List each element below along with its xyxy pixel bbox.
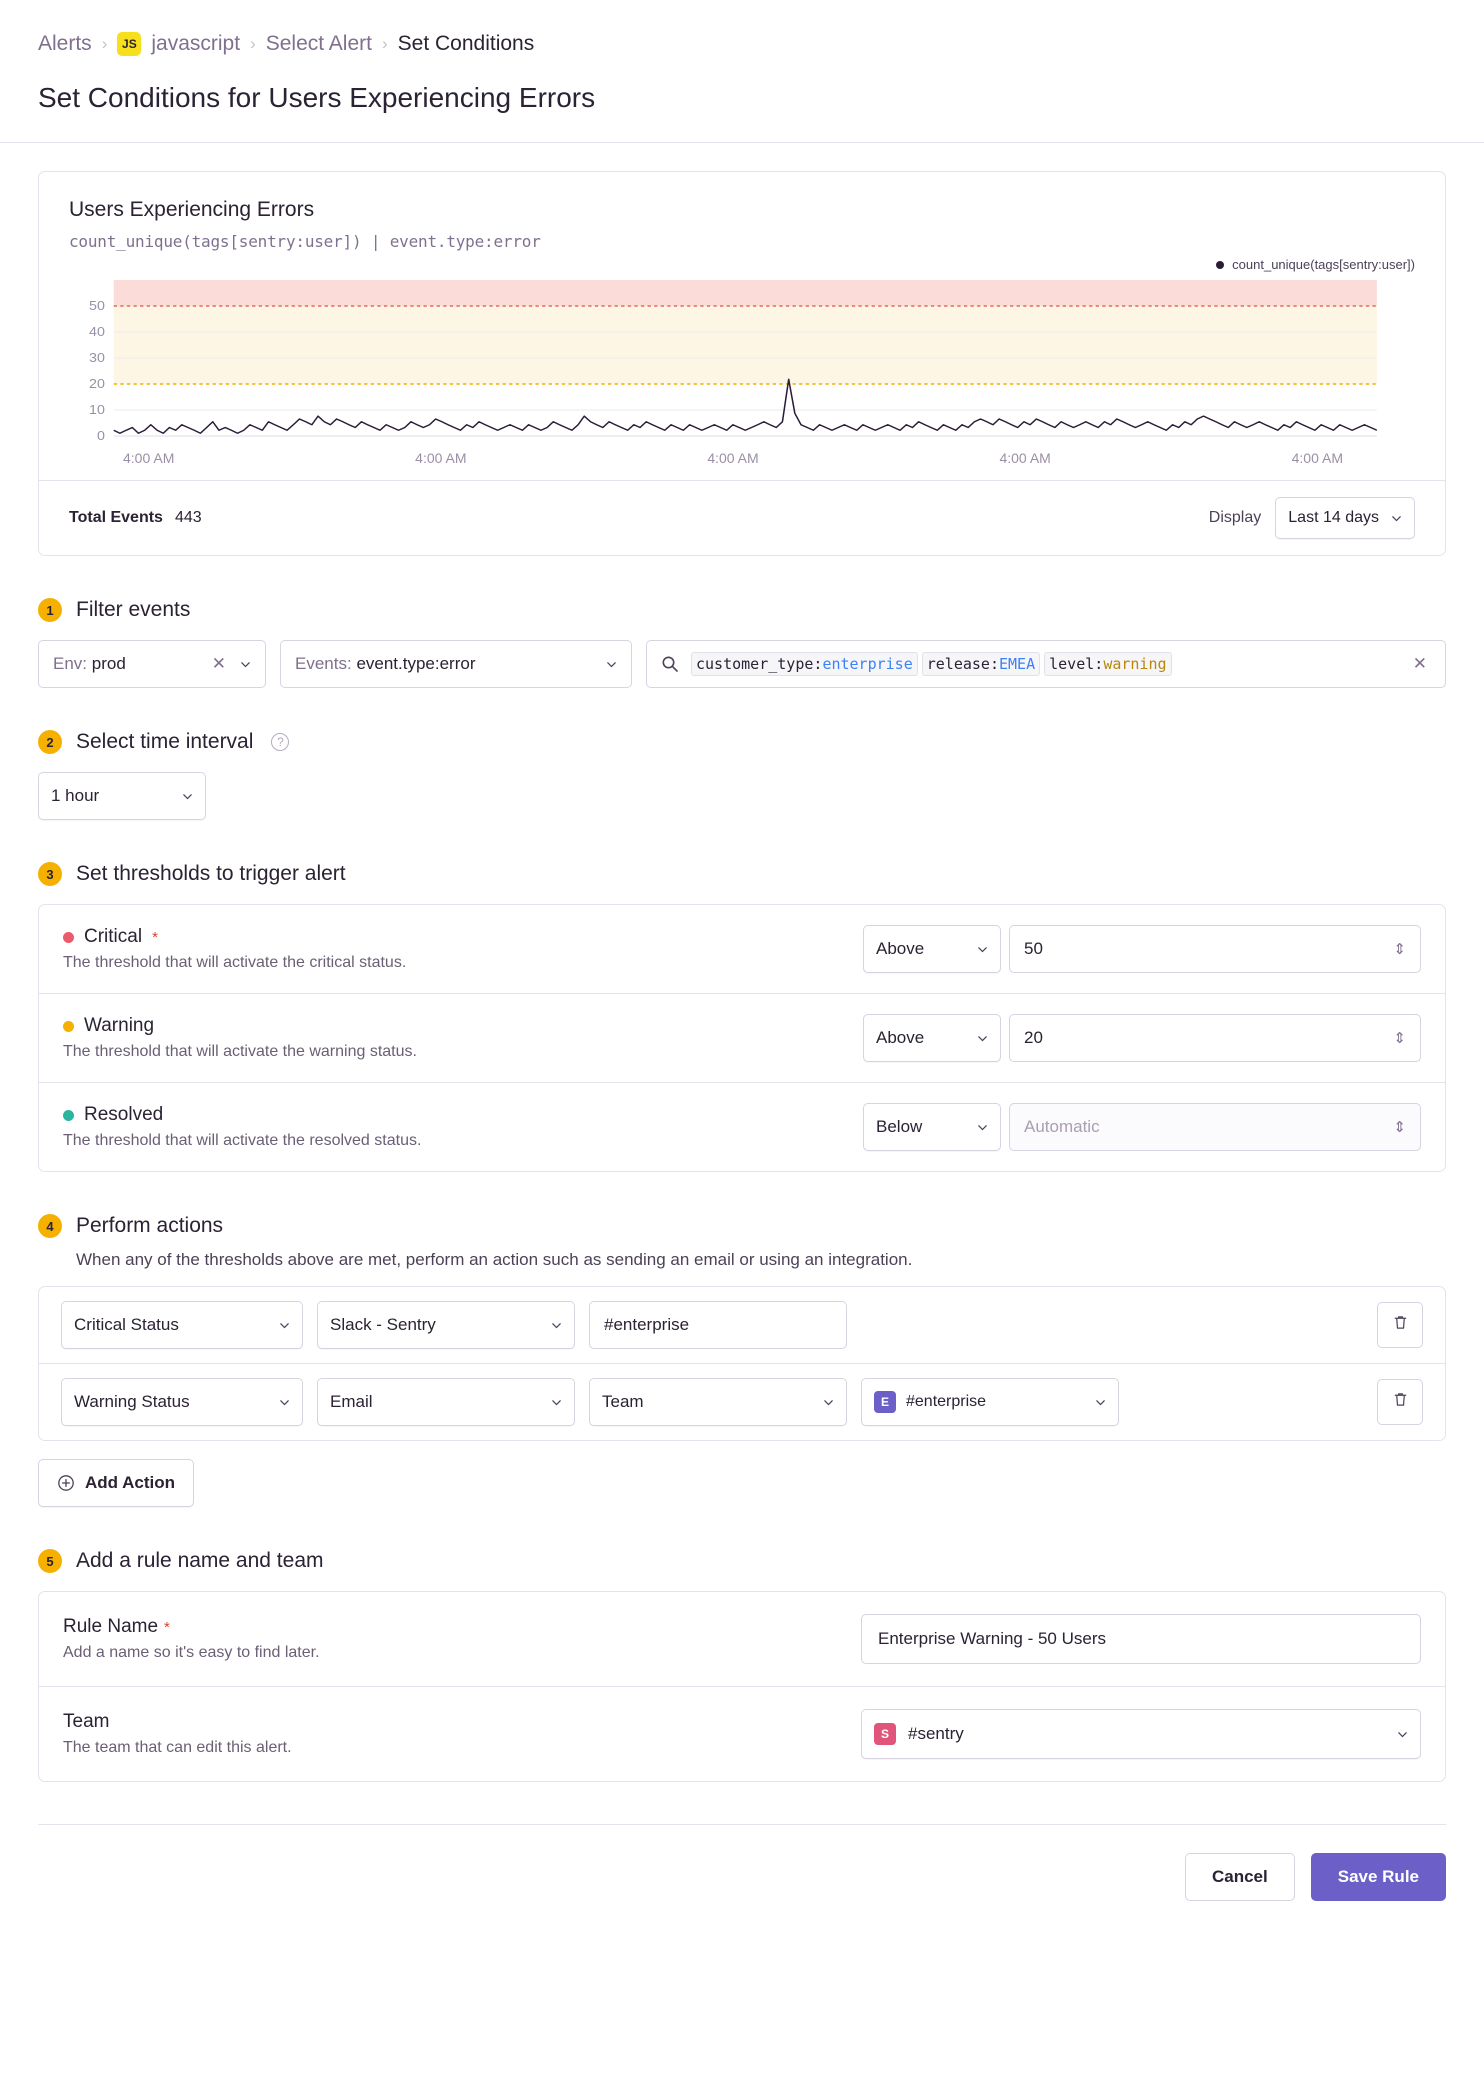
action-channel-input[interactable] xyxy=(589,1301,847,1349)
step-header-4 xyxy=(38,1214,1446,1238)
token-value: EMEA xyxy=(999,655,1036,673)
time-interval-select[interactable] xyxy=(38,772,206,820)
threshold-controls xyxy=(863,1014,1421,1062)
delete-action-button[interactable] xyxy=(1377,1379,1423,1425)
resolved-threshold-placeholder: Automatic xyxy=(1024,1117,1100,1136)
chart-legend xyxy=(39,251,1445,272)
x-tick-3: 4:00 AM xyxy=(999,450,1051,466)
stepper-icon[interactable]: ⇕ xyxy=(1393,1119,1406,1136)
actions-description: When any of the thresholds above are met, perform an action such as sending an email or using an integration. xyxy=(76,1250,913,1269)
action-channel-value: #enterprise xyxy=(604,1315,690,1334)
time-interval-value: 1 hour xyxy=(51,786,100,805)
svg-text:0: 0 xyxy=(96,428,105,443)
breadcrumb-separator-icon-3: › xyxy=(381,34,388,53)
step-title-4: Perform actions xyxy=(76,1214,224,1237)
token-key: customer_type: xyxy=(696,655,823,673)
rule-name-label: Rule Name xyxy=(63,1616,159,1637)
step-title-3: Set thresholds to trigger alert xyxy=(76,862,346,885)
chevron-down-icon[interactable] xyxy=(240,659,251,670)
action-service-value: Email xyxy=(330,1392,373,1411)
search-token[interactable] xyxy=(922,652,1040,676)
form-footer xyxy=(38,1825,1446,1901)
stepper-icon[interactable]: ⇕ xyxy=(1393,1030,1406,1047)
plus-circle-icon xyxy=(57,1474,75,1492)
threshold-name-row xyxy=(63,1015,863,1037)
total-events-label: Total Events xyxy=(69,509,163,526)
breadcrumb-separator-icon: › xyxy=(101,34,108,53)
page-body xyxy=(0,143,1484,1961)
action-status-value: Critical Status xyxy=(74,1315,179,1334)
rule-name-info xyxy=(63,1616,861,1662)
step-number-3: 3 xyxy=(38,862,62,886)
chevron-down-icon xyxy=(551,1320,562,1331)
warning-comparator-select[interactable] xyxy=(863,1014,1001,1062)
step-number-2: 2 xyxy=(38,730,62,754)
critical-status-dot-icon xyxy=(63,932,74,943)
trash-icon xyxy=(1392,1314,1409,1336)
add-action-label: Add Action xyxy=(85,1473,176,1492)
threshold-row-warning xyxy=(39,994,1445,1083)
clear-env-icon[interactable]: ✕ xyxy=(211,654,226,673)
step-number-4: 4 xyxy=(38,1214,62,1238)
section-rule-name xyxy=(38,1549,1446,1782)
threshold-name-row xyxy=(63,1104,863,1126)
step-header-3 xyxy=(38,862,1446,886)
action-service-select[interactable] xyxy=(317,1378,575,1426)
svg-text:50: 50 xyxy=(89,298,105,313)
chevron-down-icon xyxy=(977,1122,988,1133)
action-status-value: Warning Status xyxy=(74,1392,190,1411)
chevron-down-icon xyxy=(182,791,193,802)
token-value: warning xyxy=(1103,655,1167,673)
threshold-name: Warning xyxy=(84,1015,155,1036)
save-rule-button[interactable]: Save Rule xyxy=(1311,1853,1446,1901)
team-info xyxy=(63,1711,861,1757)
action-row xyxy=(39,1364,1445,1440)
step-header-5 xyxy=(38,1549,1446,1573)
action-team-select[interactable] xyxy=(861,1378,1119,1426)
team-avatar: S xyxy=(874,1723,896,1745)
environment-filter[interactable] xyxy=(38,640,266,688)
chevron-down-icon xyxy=(279,1320,290,1331)
action-status-select[interactable] xyxy=(61,1301,303,1349)
threshold-info xyxy=(63,926,863,972)
team-select[interactable] xyxy=(861,1709,1421,1759)
team-row xyxy=(39,1687,1445,1781)
threshold-controls xyxy=(863,925,1421,973)
threshold-controls xyxy=(863,1103,1421,1151)
section-filter-events xyxy=(38,598,1446,688)
rule-name-value: Enterprise Warning - 50 Users xyxy=(878,1629,1107,1648)
resolved-threshold-input[interactable] xyxy=(1009,1103,1421,1151)
search-token[interactable] xyxy=(1044,652,1171,676)
resolved-status-dot-icon xyxy=(63,1110,74,1121)
action-target-value: Team xyxy=(602,1392,644,1411)
breadcrumb-project-label: javascript xyxy=(151,32,241,55)
critical-threshold-value: 50 xyxy=(1024,939,1043,958)
team-description: The team that can edit this alert. xyxy=(63,1739,292,1756)
cancel-button[interactable]: Cancel xyxy=(1185,1853,1295,1901)
action-service-select[interactable] xyxy=(317,1301,575,1349)
breadcrumb-separator-icon-2: › xyxy=(250,34,256,53)
section-actions xyxy=(38,1214,1446,1507)
chart-query: count_unique(tags[sentry:user]) | event.type:error xyxy=(69,232,541,251)
threshold-row-resolved xyxy=(39,1083,1445,1171)
events-label: Events: xyxy=(295,654,352,673)
chevron-down-icon xyxy=(1397,1729,1408,1740)
rule-name-description: Add a name so it's easy to find later. xyxy=(63,1644,320,1661)
action-target-select[interactable] xyxy=(589,1378,847,1426)
stepper-icon[interactable]: ⇕ xyxy=(1393,941,1406,958)
team-avatar: E xyxy=(874,1391,896,1413)
svg-text:20: 20 xyxy=(89,376,105,391)
add-action-button[interactable] xyxy=(38,1459,194,1507)
chevron-down-icon[interactable] xyxy=(606,659,617,670)
env-value: prod xyxy=(91,654,126,673)
resolved-comparator-select[interactable] xyxy=(863,1103,1001,1151)
svg-text:40: 40 xyxy=(89,324,105,339)
search-icon xyxy=(661,655,679,673)
step-number-1: 1 xyxy=(38,598,62,622)
token-key: release: xyxy=(926,655,999,673)
chart-title: Users Experiencing Errors xyxy=(69,198,315,221)
comparator-value: Above xyxy=(876,1028,925,1047)
breadcrumb-item-project[interactable] xyxy=(117,32,240,56)
threshold-name: Critical xyxy=(84,926,143,947)
chevron-down-icon xyxy=(279,1397,290,1408)
chevron-down-icon xyxy=(977,1033,988,1044)
step-title-5: Add a rule name and team xyxy=(76,1549,324,1572)
warning-threshold-input[interactable] xyxy=(1009,1014,1421,1062)
display-label: Display xyxy=(1208,509,1262,526)
display-range-select[interactable] xyxy=(1275,497,1415,539)
x-tick-4: 4:00 AM xyxy=(1291,450,1343,466)
team-value: #sentry xyxy=(908,1724,964,1743)
token-key: level: xyxy=(1049,655,1104,673)
rule-name-row xyxy=(39,1592,1445,1687)
warning-status-dot-icon xyxy=(63,1021,74,1032)
chart-header xyxy=(39,172,1445,251)
section-time-interval xyxy=(38,730,1446,820)
chevron-down-icon xyxy=(823,1397,834,1408)
action-row xyxy=(39,1287,1445,1364)
x-tick-1: 4:00 AM xyxy=(415,450,467,466)
critical-threshold-input[interactable] xyxy=(1009,925,1421,973)
action-team-value: #enterprise xyxy=(906,1393,987,1410)
svg-text:10: 10 xyxy=(89,402,105,417)
help-icon[interactable]: ? xyxy=(271,733,289,751)
threshold-name-row xyxy=(63,926,863,948)
rule-name-label-row xyxy=(63,1616,861,1638)
chevron-down-icon xyxy=(1391,513,1402,524)
env-label: Env: xyxy=(53,654,88,673)
action-status-select[interactable] xyxy=(61,1378,303,1426)
threshold-row-critical xyxy=(39,905,1445,994)
breadcrumb xyxy=(0,0,1484,56)
events-filter[interactable] xyxy=(280,640,632,688)
comparator-value: Below xyxy=(876,1117,923,1136)
chart-footer xyxy=(39,480,1445,555)
total-events xyxy=(69,509,202,527)
delete-action-button[interactable] xyxy=(1377,1302,1423,1348)
breadcrumb-item-select-alert[interactable]: Select Alert xyxy=(265,32,372,55)
comparator-value: Above xyxy=(876,939,925,958)
team-label-row xyxy=(63,1711,861,1733)
section-thresholds xyxy=(38,862,1446,1172)
threshold-description: The threshold that will activate the warning status. xyxy=(63,1043,417,1060)
chart-x-axis xyxy=(61,446,1423,466)
display-group xyxy=(1209,497,1415,539)
chevron-down-icon xyxy=(977,944,988,955)
team-label: Team xyxy=(63,1711,110,1732)
threshold-description: The threshold that will activate the resolved status. xyxy=(63,1132,422,1149)
page-title: Set Conditions for Users Experiencing Errors xyxy=(38,82,596,113)
required-marker: * xyxy=(152,928,158,946)
javascript-icon: JS xyxy=(117,32,141,56)
thresholds-card xyxy=(38,904,1446,1172)
actions-card xyxy=(38,1286,1446,1441)
step-title-1: Filter events xyxy=(76,598,191,621)
chart-series-line xyxy=(114,379,1377,433)
chart-svg xyxy=(61,276,1423,446)
warning-threshold-value: 20 xyxy=(1024,1028,1043,1047)
required-marker: * xyxy=(164,1618,170,1636)
action-service-value: Slack - Sentry xyxy=(330,1315,436,1334)
chevron-down-icon xyxy=(551,1397,562,1408)
trash-icon xyxy=(1392,1391,1409,1413)
clear-search-icon[interactable]: ✕ xyxy=(1412,654,1427,673)
search-input[interactable] xyxy=(646,640,1446,688)
x-tick-2: 4:00 AM xyxy=(707,450,759,466)
chart-plot-area xyxy=(39,272,1445,466)
token-value: enterprise xyxy=(822,655,913,673)
step-header-1 xyxy=(38,598,1446,622)
total-events-value: 443 xyxy=(174,509,202,526)
step-header-2 xyxy=(38,730,1446,754)
search-token[interactable] xyxy=(691,652,918,676)
critical-comparator-select[interactable] xyxy=(863,925,1001,973)
threshold-info xyxy=(63,1015,863,1061)
rule-name-input[interactable] xyxy=(861,1614,1421,1664)
chart-card xyxy=(38,171,1446,556)
legend-dot-icon xyxy=(1216,261,1224,269)
threshold-name: Resolved xyxy=(84,1104,164,1125)
rule-card xyxy=(38,1591,1446,1782)
svg-text:30: 30 xyxy=(89,350,105,365)
threshold-description: The threshold that will activate the critical status. xyxy=(63,954,407,971)
breadcrumb-item-set-conditions: Set Conditions xyxy=(397,32,535,55)
x-tick-0: 4:00 AM xyxy=(123,450,175,466)
step-title-2: Select time interval xyxy=(76,730,254,753)
breadcrumb-item-alerts[interactable]: Alerts xyxy=(38,32,92,55)
threshold-info xyxy=(63,1104,863,1150)
chevron-down-icon xyxy=(1095,1397,1106,1408)
events-value: event.type:error xyxy=(356,654,476,673)
legend-label: count_unique(tags[sentry:user]) xyxy=(1232,257,1415,272)
display-range-value: Last 14 days xyxy=(1288,509,1379,526)
search-token-list xyxy=(691,652,1397,676)
step-number-5: 5 xyxy=(38,1549,62,1573)
filter-row xyxy=(38,640,1446,688)
